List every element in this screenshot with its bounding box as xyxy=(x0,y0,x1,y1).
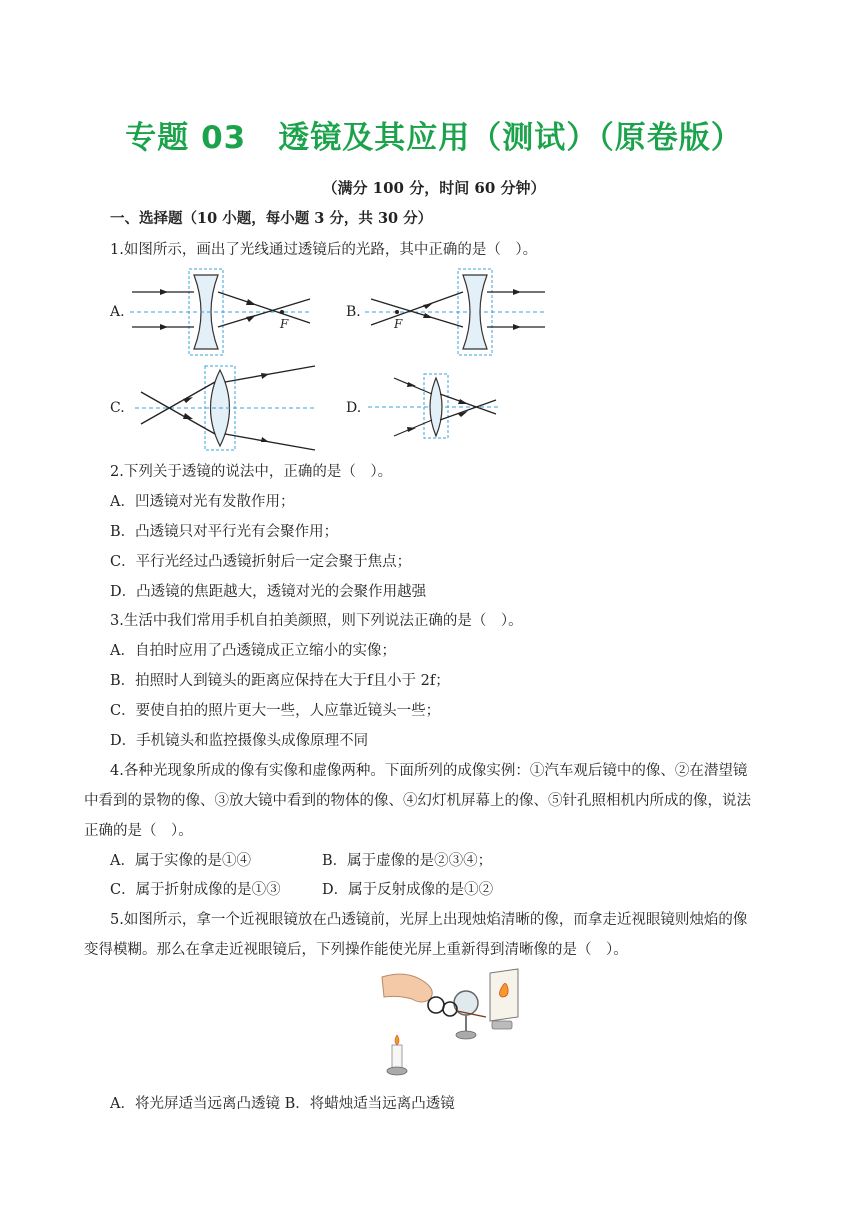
q5-stem-line1: 5.如图所示，拿一个近视眼镜放在凸透镜前，光屏上出现烛焰清晰的像，而拿走近视眼镜则烛焰的像 xyxy=(110,912,748,928)
q1-figure-d xyxy=(368,370,508,442)
q2-stem: 2.下列关于透镜的说法中，正确的是（ ）。 xyxy=(110,464,393,480)
q4-stem-line1: 4.各种光现象所成的像有实像和虚像两种。下面所列的成像实例：①汽车观后镜中的像、②在潜望镜 xyxy=(110,763,748,779)
q1-figure-c xyxy=(135,362,325,454)
q1-option-d-label: D. xyxy=(346,400,362,416)
q2-option-a: A．凹透镜对光有发散作用； xyxy=(110,494,295,510)
q5-figure xyxy=(378,965,528,1083)
q1-option-b-label: B. xyxy=(346,304,361,320)
q1-stem: 1.如图所示，画出了光线通过透镜后的光路，其中正确的是（ ）。 xyxy=(110,242,538,258)
q1-figure-b xyxy=(365,265,555,360)
q1-figure-a xyxy=(130,265,320,360)
page-subtitle: （满分 100 分，时间 60 分钟） xyxy=(322,179,546,197)
q4-stem-line2: 中看到的景物的像、③放大镜中看到的物体的像、④幻灯机屏幕上的像、⑤针孔照相机内所成的像，说法 xyxy=(84,793,751,809)
q3-option-d: D．手机镜头和监控摄像头成像原理不同 xyxy=(110,733,369,749)
q4-stem-line3: 正确的是（ ）。 xyxy=(84,823,193,839)
q3-option-c: C．要使自拍的照片更大一些，人应靠近镜头一些； xyxy=(110,703,441,719)
q5-options-ab: A．将光屏适当远离凸透镜 B．将蜡烛适当远离凸透镜 xyxy=(110,1096,455,1112)
q4-option-c: C．属于折射成像的是①③ xyxy=(110,882,281,898)
q2-option-b: B．凸透镜只对平行光有会聚作用； xyxy=(110,524,339,540)
q1-option-c-label: C. xyxy=(110,400,125,416)
q4-option-a: A．属于实像的是①④ xyxy=(110,853,251,869)
q3-stem: 3.生活中我们常用手机自拍美颜照，则下列说法正确的是（ ）。 xyxy=(110,613,523,629)
q5-stem-line2: 变得模糊。那么在拿走近视眼镜后，下列操作能使光屏上重新得到清晰像的是（ ）。 xyxy=(84,942,628,958)
q3-option-b: B．拍照时人到镜头的距离应保持在大于f且小于 2f； xyxy=(110,673,450,689)
section-heading: 一、选择题（10 小题，每小题 3 分，共 30 分） xyxy=(110,210,433,227)
page-title: 专题 03 透镜及其应用（测试）（原卷版） xyxy=(125,120,743,156)
q2-option-d: D．凸透镜的焦距越大，透镜对光的会聚作用越强 xyxy=(110,584,427,600)
q1-option-a-label: A. xyxy=(110,304,125,320)
q3-option-a: A．自拍时应用了凸透镜成正立缩小的实像； xyxy=(110,643,396,659)
q2-option-c: C．平行光经过凸透镜折射后一定会聚于焦点； xyxy=(110,554,412,570)
q1-focus-label-b: F xyxy=(394,317,403,331)
q4-option-b: B．属于虚像的是②③④； xyxy=(322,853,493,869)
q1-focus-label-a: F xyxy=(280,317,289,331)
q4-option-d: D．属于反射成像的是①② xyxy=(322,882,494,898)
